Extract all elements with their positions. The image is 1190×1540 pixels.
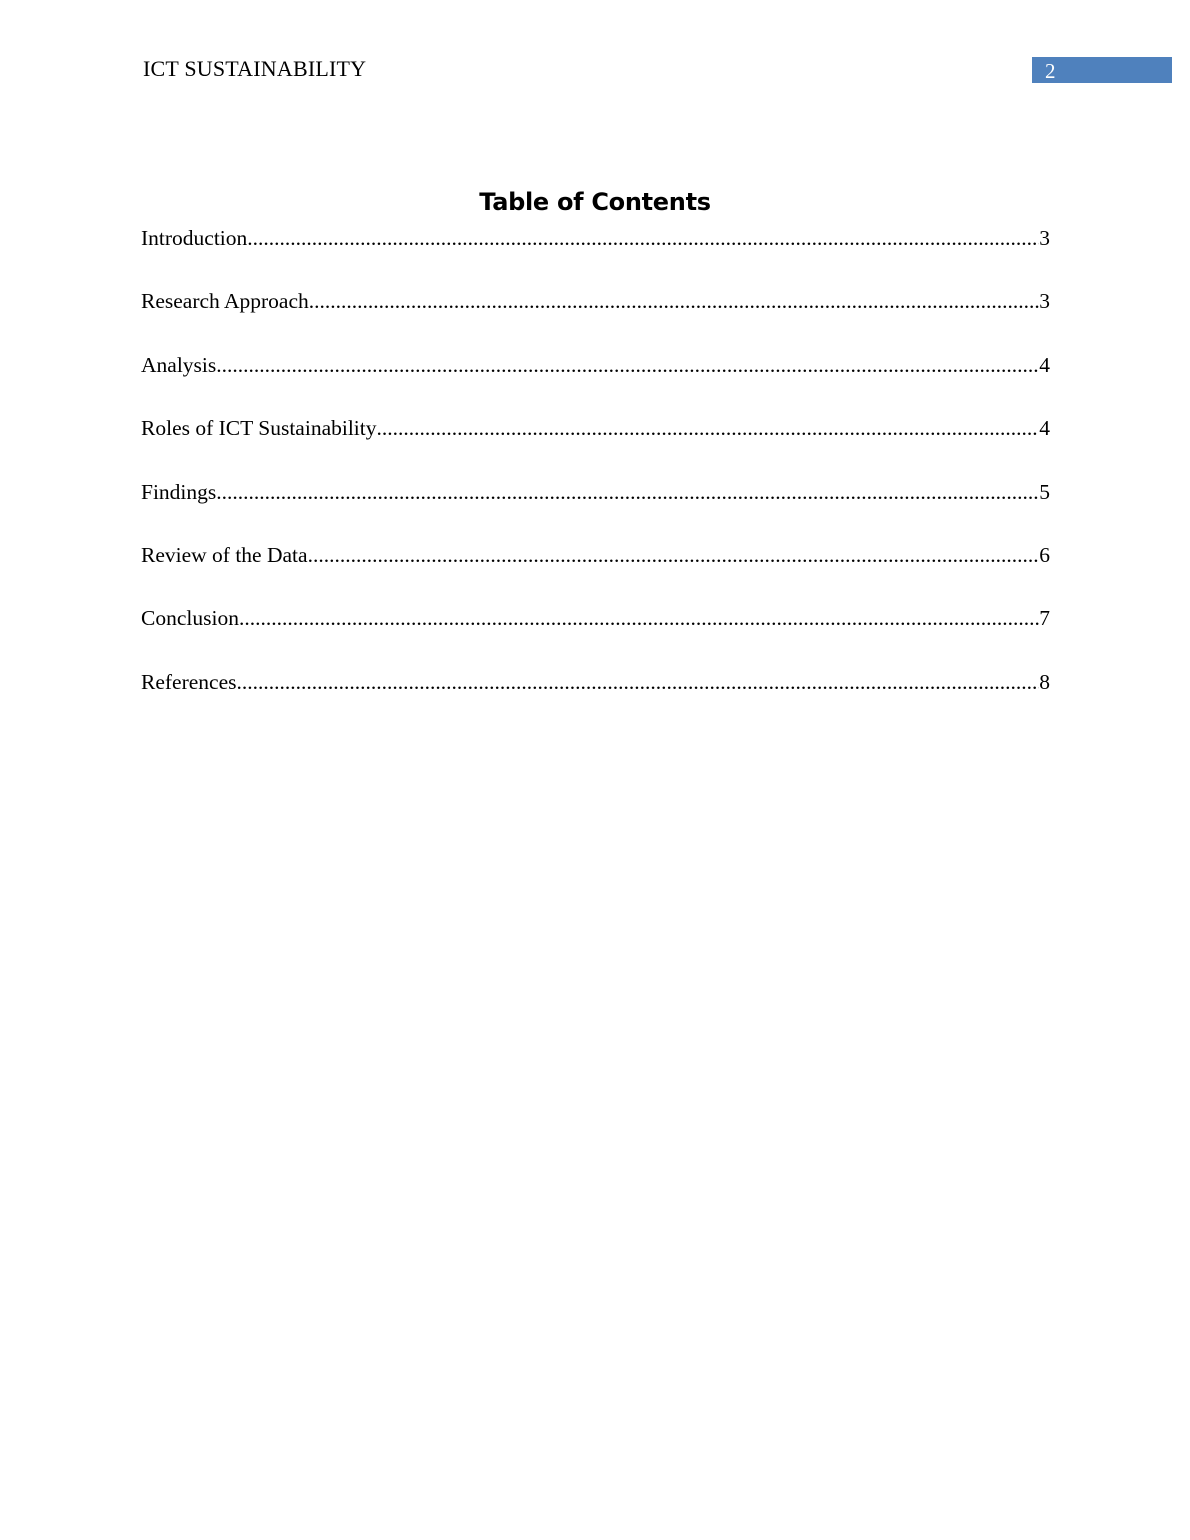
toc-dot-leader: [216, 478, 1039, 506]
toc-entry-introduction[interactable]: [141, 224, 1050, 287]
table-of-contents: [141, 224, 1050, 731]
page-number-badge: [1032, 57, 1172, 83]
toc-entry-page: 4: [1039, 352, 1050, 377]
toc-entry-page: 8: [1039, 669, 1050, 694]
toc-entry-research-approach[interactable]: [141, 287, 1050, 350]
toc-entry-conclusion[interactable]: [141, 604, 1050, 667]
toc-dot-leader: [216, 351, 1039, 379]
toc-entry-label: Conclusion: [141, 606, 239, 631]
page-number: 2: [1045, 59, 1056, 83]
toc-entry-page: 6: [1039, 542, 1050, 567]
toc-entry-page: 3: [1039, 226, 1050, 250]
toc-entry-findings[interactable]: [141, 478, 1050, 541]
toc-heading: Table of Contents: [479, 188, 711, 216]
toc-entry-analysis[interactable]: [141, 351, 1050, 414]
toc-entry-label: Review of the Data: [141, 542, 308, 567]
toc-entry-roles-of-ict-sustainability[interactable]: [141, 414, 1050, 477]
toc-entry-page: 4: [1039, 416, 1050, 441]
toc-entry-page: 7: [1039, 606, 1050, 631]
running-header-title: ICT SUSTAINABILITY: [143, 56, 367, 81]
toc-entry-label: Analysis: [141, 352, 217, 377]
toc-dot-leader: [239, 604, 1039, 632]
toc-dot-leader: [377, 414, 1040, 442]
toc-entry-page: 5: [1039, 479, 1050, 504]
toc-entry-label: Roles of ICT Sustainability: [141, 416, 377, 441]
toc-entry-references[interactable]: [141, 668, 1050, 731]
toc-dot-leader: [308, 541, 1040, 569]
toc-dot-leader: [247, 224, 1039, 252]
toc-entry-label: References: [141, 669, 237, 694]
toc-entry-label: Introduction: [141, 226, 248, 250]
toc-entry-review-of-the-data[interactable]: [141, 541, 1050, 604]
toc-dot-leader: [237, 668, 1040, 696]
toc-entry-label: Research Approach: [141, 289, 309, 314]
toc-dot-leader: [309, 287, 1040, 315]
toc-entry-label: Findings: [141, 479, 217, 504]
toc-entry-page: 3: [1039, 289, 1050, 314]
